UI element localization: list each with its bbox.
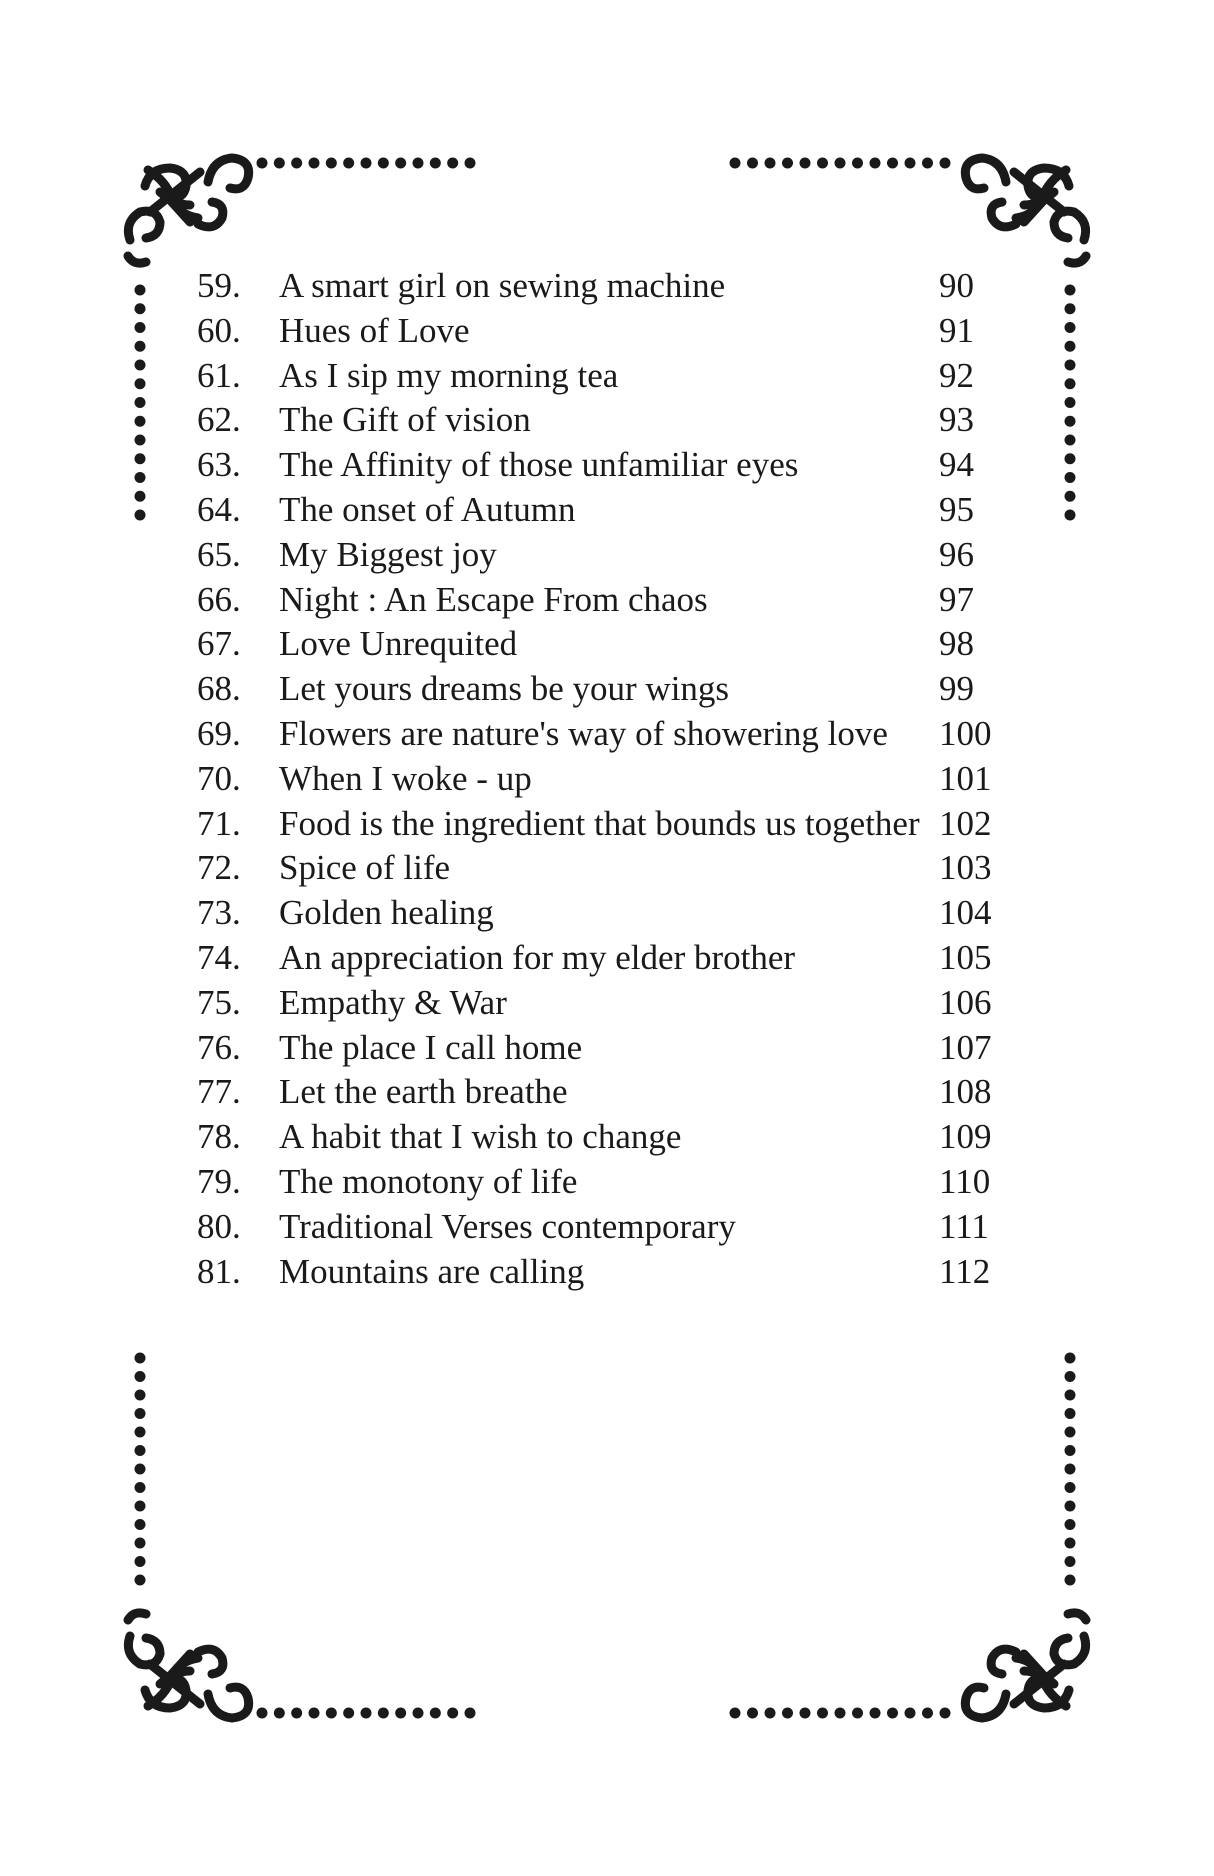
border-dot	[1065, 1445, 1076, 1456]
entry-title: Love Unrequited	[279, 624, 518, 664]
entry-title: Let yours dreams be your wings	[279, 669, 730, 709]
border-dot	[1065, 1501, 1076, 1512]
entry-page-number	[939, 757, 999, 802]
dotted-line-top-left	[257, 158, 476, 169]
entry-page-number	[939, 712, 999, 757]
page-number-text: 97	[939, 579, 974, 619]
toc-entry	[197, 891, 997, 936]
entry-title: The onset of Autumn	[279, 489, 576, 529]
border-dot	[940, 158, 951, 169]
border-dot	[135, 1519, 146, 1530]
page-number-text: 106	[939, 982, 992, 1022]
border-dot	[135, 510, 146, 521]
border-dot	[800, 1708, 811, 1719]
border-dot	[922, 1708, 933, 1719]
entry-number: 63.	[197, 445, 241, 485]
border-dot	[870, 158, 881, 169]
entry-title: When I woke - up	[279, 758, 532, 798]
border-dot	[870, 1708, 881, 1719]
border-dot	[1065, 1519, 1076, 1530]
border-dot	[1065, 1482, 1076, 1493]
border-dot	[730, 1708, 741, 1719]
corner-flourish-bottom-right	[965, 1613, 1086, 1718]
page-number-text: 100	[939, 713, 992, 753]
entry-page-number	[939, 622, 999, 667]
border-dot	[1065, 1408, 1076, 1419]
entry-page-number	[939, 488, 999, 533]
border-dot	[135, 1538, 146, 1549]
border-dot	[274, 158, 285, 169]
border-dot	[257, 1708, 268, 1719]
page-number-text: 107	[939, 1027, 992, 1067]
page-number-text: 90	[939, 266, 974, 305]
toc-entry	[197, 443, 997, 488]
page-number-text: 112	[939, 1251, 991, 1291]
entry-title: Mountains are calling	[279, 1251, 585, 1291]
toc-entry	[197, 712, 997, 757]
entry-page-number	[939, 1250, 999, 1295]
entry-title: Golden healing	[279, 893, 494, 933]
border-dot	[135, 1464, 146, 1475]
border-dot	[135, 453, 146, 464]
page-number-text: 93	[939, 400, 974, 440]
border-dot	[430, 158, 441, 169]
toc-entry	[197, 578, 997, 623]
border-dot	[817, 1708, 828, 1719]
entry-title: Night : An Escape From chaos	[279, 579, 708, 619]
entry-title: The place I call home	[279, 1027, 583, 1067]
border-dot	[135, 435, 146, 446]
border-dot	[747, 1708, 758, 1719]
entry-page-number	[939, 354, 999, 399]
border-dot	[1065, 1538, 1076, 1549]
toc-entry	[197, 757, 997, 802]
page-number-text: 101	[939, 758, 992, 798]
border-dot	[135, 1371, 146, 1382]
border-dot	[905, 1708, 916, 1719]
border-dot	[782, 1708, 793, 1719]
border-dot	[887, 158, 898, 169]
toc-entry	[197, 981, 997, 1026]
toc-entry	[197, 846, 997, 891]
border-dot	[413, 1708, 424, 1719]
border-dot	[343, 158, 354, 169]
border-dot	[1065, 285, 1076, 296]
page-number-text: 95	[939, 489, 974, 529]
border-dot	[309, 1708, 320, 1719]
border-dot	[1065, 1427, 1076, 1438]
entry-number: 64.	[197, 489, 241, 529]
border-dot	[1065, 378, 1076, 389]
border-dot	[747, 158, 758, 169]
entry-title: Traditional Verses contemporary	[279, 1206, 736, 1246]
toc-entry	[197, 1115, 997, 1160]
page-number-text: 98	[939, 624, 974, 664]
entry-title: Let the earth breathe	[279, 1072, 568, 1112]
entry-number: 79.	[197, 1161, 241, 1201]
entry-title: An appreciation for my elder brother	[279, 937, 796, 977]
border-dot	[817, 158, 828, 169]
border-dot	[1065, 472, 1076, 483]
dotted-line-bottom-right	[730, 1708, 951, 1719]
border-dot	[765, 158, 776, 169]
entry-number: 66.	[197, 579, 241, 619]
border-dot	[835, 158, 846, 169]
entry-title: As I sip my morning tea	[279, 355, 619, 395]
page-number-text: 109	[939, 1117, 992, 1157]
entry-number: 70.	[197, 758, 241, 798]
entry-page-number	[939, 1115, 999, 1160]
page-number-text: 104	[939, 893, 992, 933]
page-number-text: 94	[939, 445, 974, 485]
toc-entry	[197, 533, 997, 578]
entry-title: The Gift of vision	[279, 400, 531, 440]
entry-number: 59.	[197, 266, 241, 305]
corner-flourish-top-right	[965, 158, 1086, 263]
border-dot	[135, 472, 146, 483]
border-dot	[465, 158, 476, 169]
border-dot	[135, 1427, 146, 1438]
toc-entry	[197, 1160, 997, 1205]
entry-number: 68.	[197, 669, 241, 709]
border-dot	[135, 285, 146, 296]
entry-title: Flowers are nature's way of showering love	[279, 713, 888, 753]
border-dot	[1065, 322, 1076, 333]
border-dot	[378, 1708, 389, 1719]
border-dot	[135, 397, 146, 408]
border-dot	[326, 158, 337, 169]
entry-number: 73.	[197, 893, 241, 933]
entry-page-number	[939, 533, 999, 578]
border-dot	[135, 1408, 146, 1419]
page-number-text: 111	[939, 1206, 989, 1246]
border-dot	[447, 1708, 458, 1719]
entry-title: Food is the ingredient that bounds us together	[279, 803, 920, 843]
border-dot	[1065, 397, 1076, 408]
entry-number: 75.	[197, 982, 241, 1022]
border-dot	[326, 1708, 337, 1719]
border-dot	[135, 491, 146, 502]
entry-title: Empathy & War	[279, 982, 507, 1022]
entry-page-number	[939, 1026, 999, 1071]
border-dot	[135, 378, 146, 389]
border-dot	[395, 1708, 406, 1719]
entry-number: 80.	[197, 1206, 241, 1246]
entry-number: 65.	[197, 534, 241, 574]
border-dot	[765, 1708, 776, 1719]
border-dot	[135, 1390, 146, 1401]
dotted-line-bottom-left	[257, 1708, 476, 1719]
entry-title: Hues of Love	[279, 310, 470, 350]
border-dot	[291, 1708, 302, 1719]
border-dot	[135, 1501, 146, 1512]
corner-flourish-bottom-left	[128, 1613, 249, 1718]
border-dot	[309, 158, 320, 169]
entry-number: 81.	[197, 1251, 241, 1291]
border-dot	[291, 158, 302, 169]
border-dot	[1065, 416, 1076, 427]
border-dot	[135, 322, 146, 333]
border-dot	[1065, 303, 1076, 314]
border-dot	[1065, 1371, 1076, 1382]
dotted-line-top-right	[730, 158, 951, 169]
page-number-text: 103	[939, 848, 992, 888]
dotted-line-left-upper	[135, 285, 146, 521]
border-dot	[343, 1708, 354, 1719]
toc-entry	[197, 398, 997, 443]
border-dot	[274, 1708, 285, 1719]
border-dot	[1065, 1464, 1076, 1475]
entry-number: 71.	[197, 803, 241, 843]
toc-entry	[197, 1026, 997, 1071]
border-dot	[378, 158, 389, 169]
toc-entry	[197, 1205, 997, 1250]
border-dot	[1065, 1575, 1076, 1586]
border-dot	[1065, 1390, 1076, 1401]
border-dot	[447, 158, 458, 169]
toc-entry	[197, 667, 997, 712]
entry-title: Spice of life	[279, 848, 451, 888]
border-dot	[413, 158, 424, 169]
corner-flourish-top-left	[128, 158, 249, 263]
border-dot	[800, 158, 811, 169]
toc-entry	[197, 309, 997, 354]
toc-entry	[197, 622, 997, 667]
entry-title: The Affinity of those unfamiliar eyes	[279, 445, 799, 485]
border-dot	[1065, 341, 1076, 352]
border-dot	[905, 158, 916, 169]
toc-entry	[197, 1070, 997, 1115]
page-number-text: 91	[939, 310, 974, 350]
border-dot	[1065, 435, 1076, 446]
entry-number: 76.	[197, 1027, 241, 1067]
border-dot	[922, 158, 933, 169]
toc-entry	[197, 488, 997, 533]
dotted-line-right-lower	[1065, 1353, 1076, 1586]
entry-number: 78.	[197, 1117, 241, 1157]
entry-title: The monotony of life	[279, 1161, 578, 1201]
border-dot	[1065, 491, 1076, 502]
dotted-line-left-lower	[135, 1353, 146, 1586]
border-dot	[782, 158, 793, 169]
dotted-line-right-upper	[1065, 285, 1076, 521]
toc-entry	[197, 1250, 997, 1295]
border-dot	[940, 1708, 951, 1719]
toc-entry	[197, 802, 997, 847]
page-number-text: 105	[939, 937, 992, 977]
entry-title: A smart girl on sewing machine	[279, 266, 726, 305]
border-dot	[1065, 453, 1076, 464]
entry-number: 62.	[197, 400, 241, 440]
toc-entry	[197, 354, 997, 399]
page-number-text: 110	[939, 1161, 991, 1201]
entry-title: A habit that I wish to change	[279, 1117, 682, 1157]
border-dot	[361, 1708, 372, 1719]
table-of-contents	[197, 264, 997, 1294]
toc-entry	[197, 264, 997, 309]
entry-page-number	[939, 578, 999, 623]
border-dot	[135, 1575, 146, 1586]
entry-page-number	[939, 981, 999, 1026]
page-number-text: 92	[939, 355, 974, 395]
border-dot	[1065, 510, 1076, 521]
entry-page-number	[939, 891, 999, 936]
page-number-text: 99	[939, 669, 974, 709]
border-dot	[135, 1482, 146, 1493]
entry-page-number	[939, 309, 999, 354]
border-dot	[135, 1445, 146, 1456]
border-dot	[135, 416, 146, 427]
border-dot	[135, 303, 146, 314]
entry-page-number	[939, 667, 999, 712]
entry-number: 67.	[197, 624, 241, 664]
border-dot	[1065, 1353, 1076, 1364]
border-dot	[135, 341, 146, 352]
toc-entry	[197, 936, 997, 981]
entry-page-number	[939, 398, 999, 443]
border-dot	[730, 158, 741, 169]
border-dot	[835, 1708, 846, 1719]
entry-page-number	[939, 846, 999, 891]
entry-number: 74.	[197, 937, 241, 977]
border-dot	[395, 158, 406, 169]
border-dot	[135, 1556, 146, 1567]
entry-number: 72.	[197, 848, 241, 888]
border-dot	[361, 158, 372, 169]
entry-page-number	[939, 802, 999, 847]
entry-page-number	[939, 1070, 999, 1115]
entry-number: 61.	[197, 355, 241, 395]
entry-title: My Biggest joy	[279, 534, 497, 574]
border-dot	[257, 158, 268, 169]
border-dot	[1065, 1556, 1076, 1567]
border-dot	[887, 1708, 898, 1719]
entry-number: 60.	[197, 310, 241, 350]
entry-page-number	[939, 1205, 999, 1250]
border-dot	[465, 1708, 476, 1719]
page-number-text: 96	[939, 534, 974, 574]
entry-number: 77.	[197, 1072, 241, 1112]
page-number-text: 102	[939, 803, 992, 843]
page-number-text: 108	[939, 1072, 992, 1112]
border-dot	[1065, 360, 1076, 371]
entry-page-number	[939, 1160, 999, 1205]
entry-page-number	[939, 936, 999, 981]
border-dot	[852, 1708, 863, 1719]
entry-page-number	[939, 264, 999, 309]
entry-number: 69.	[197, 713, 241, 753]
border-dot	[430, 1708, 441, 1719]
border-dot	[852, 158, 863, 169]
entry-page-number	[939, 443, 999, 488]
border-dot	[135, 360, 146, 371]
border-dot	[135, 1353, 146, 1364]
